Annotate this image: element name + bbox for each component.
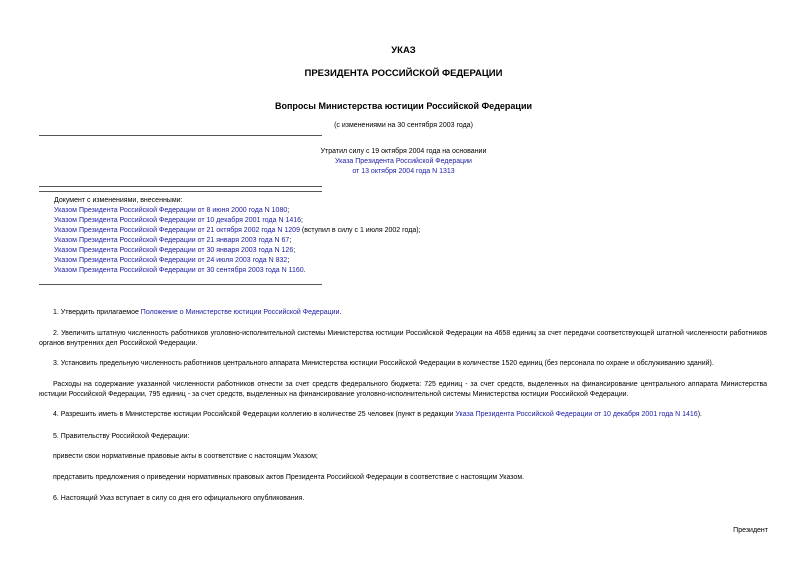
divider <box>39 135 322 136</box>
regulation-link[interactable]: Положение о Министерстве юстиции Российской Федерации <box>140 309 340 316</box>
paragraph-text: 4. Разрешить иметь в Министерстве юстиции Российской Федерации коллегию в количестве 25 человек (пункт в редакции <box>53 411 456 418</box>
paragraph-4 <box>39 410 767 420</box>
document-title: Вопросы Министерства юстиции Российской Федерации <box>274 101 533 111</box>
repeal-note: Утратил силу с 19 октября 2004 года на основании <box>320 148 487 155</box>
amendment-note: (с изменениями на 30 сентября 2003 года) <box>334 122 473 129</box>
list-item <box>54 216 303 226</box>
list-item-suffix: ; <box>287 207 290 214</box>
changes-intro: Документ с изменениями, внесенными: <box>54 197 183 204</box>
paragraph-5a: привести свои нормативные правовые акты в соответствие с настоящим Указом; <box>53 453 318 460</box>
repeal-link-line2[interactable]: от 13 октября 2004 года N 1313 <box>352 168 455 175</box>
amendment-link[interactable]: Указом Президента Российской Федерации от 10 декабря 2001 года N 1416 <box>54 217 302 224</box>
list-item <box>54 256 289 266</box>
list-item <box>54 246 295 256</box>
divider <box>39 284 322 285</box>
list-item-suffix: ; <box>301 217 303 224</box>
list-item-suffix: ; <box>289 237 292 244</box>
paragraph-text: 1. Утвердить прилагаемое <box>53 309 141 316</box>
amendment-link[interactable]: Указом Президента Российской Федерации от 30 сентября 2003 года N 1160 <box>54 267 304 274</box>
list-item <box>54 266 306 276</box>
amendment-link[interactable]: Указом Президента Российской Федерации от 8 июня 2000 года N 1080 <box>54 207 288 214</box>
paragraph-3b: Расходы на содержание указанной численности работников отнести за счет средств федерального бюджета: 725 единиц - за счет средств, выделенных на финансирование центрального аппарата Министерства юстиции Российской Федерации, 795 единиц - за счет средств, выделенных на финансирование уголовно-исполнительной системы Министерства юстиции Российской Федерации. <box>39 381 767 398</box>
divider <box>39 191 322 192</box>
decree-subtitle: ПРЕЗИДЕНТА РОССИЙСКОЙ ФЕДЕРАЦИИ <box>304 68 503 79</box>
list-item <box>54 206 289 216</box>
decree-title: УКАЗ <box>391 45 416 56</box>
paragraph-text: . <box>339 309 342 316</box>
amendment-link[interactable]: Указом Президента Российской Федерации от 21 января 2003 года N 67 <box>54 237 290 244</box>
amendment-link[interactable]: Указом Президента Российской Федерации от 21 октября 2002 года N 1209 <box>54 227 300 234</box>
paragraph-5b: представить предложения о приведении нормативных правовых актов Президента Российской Федерации в соответствие с настоящим Указом. <box>53 474 525 481</box>
paragraph-text: ). <box>697 411 702 418</box>
amendment-link[interactable]: Указом Президента Российской Федерации от 30 января 2003 года N 126 <box>54 247 294 254</box>
list-item-suffix: . <box>303 267 306 274</box>
paragraph-1 <box>39 308 767 318</box>
paragraph-6: 6. Настоящий Указ вступает в силу со дня его официального опубликования. <box>53 495 305 502</box>
list-item-suffix: (вступил в силу с 1 июля 2002 года); <box>299 227 421 234</box>
list-item <box>54 226 421 236</box>
paragraph-3: 3. Установить предельную численность работников центрального аппарата Министерства юстиции Российской Федерации в количестве 1520 единиц (без персонала по охране и обслуживанию зданий). <box>53 360 714 367</box>
repeal-link-line1[interactable]: Указа Президента Российской Федерации <box>335 158 472 165</box>
paragraph-2: 2. Увеличить штатную численность работников уголовно-исполнительной системы Министерства юстиции Российской Федерации на 4658 единиц за счет передачи соответствующей штатной численности работников органов внутренних дел Российской Федерации. <box>39 330 767 347</box>
divider <box>39 186 322 187</box>
signature: Президент <box>733 527 768 534</box>
amendment-link[interactable]: Указом Президента Российской Федерации от 24 июля 2003 года N 832 <box>54 257 288 264</box>
list-item <box>54 236 291 246</box>
decree-link[interactable]: Указа Президента Российской Федерации от 10 декабря 2001 года N 1416 <box>455 411 698 418</box>
list-item-suffix: ; <box>287 257 290 264</box>
paragraph-5: 5. Правительству Российской Федерации: <box>53 433 190 440</box>
list-item-suffix: ; <box>293 247 296 254</box>
